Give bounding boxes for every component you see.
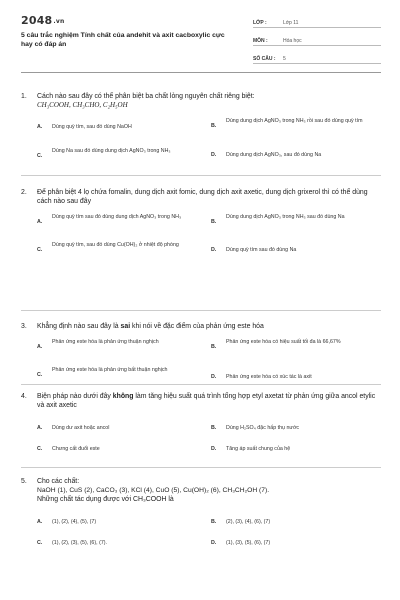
option-text: Phản ứng este hóa có hiệu suất tối đa là 66,67% <box>226 339 341 345</box>
meta-table <box>253 15 381 69</box>
option-letter: C. <box>37 446 43 452</box>
option-letter: D. <box>211 152 217 158</box>
options <box>21 510 381 554</box>
emphasis-text: không <box>112 393 134 400</box>
option-text: Dùng dung dịch AgNO₃ trong NH₃ rồi sau đó dùng quỳ tím <box>226 118 363 124</box>
option-d[interactable] <box>211 446 376 453</box>
question-number: 3. <box>21 323 27 330</box>
page-title: 5 câu trắc nghiệm Tính chất của andehit và axit cacboxylic cực hay có đáp án <box>21 32 225 48</box>
option-c[interactable] <box>37 148 197 159</box>
options <box>21 116 381 172</box>
option-letter: A. <box>37 519 43 525</box>
meta-row-subject <box>253 33 381 46</box>
option-d[interactable] <box>211 247 376 254</box>
options <box>21 212 381 268</box>
meta-key: LỚP : <box>253 20 267 26</box>
option-b[interactable] <box>211 214 376 225</box>
option-c[interactable] <box>37 242 197 253</box>
question-stem <box>21 322 381 331</box>
option-letter: D. <box>211 247 217 253</box>
question-number: 4. <box>21 393 27 400</box>
text-part: làm tăng hiệu suất quá trình tổng hợp etyl axetat từ phản ứng giữa ancol etylic và axit axetic <box>37 393 376 409</box>
question-text <box>37 322 381 331</box>
meta-value: Hóa học <box>283 38 302 44</box>
option-text: Dùng dư axit hoặc ancol <box>52 425 110 431</box>
option-text: (2), (3), (4), (6), (7) <box>226 519 271 525</box>
question-5 <box>21 477 381 554</box>
logo-main: 2048 <box>21 14 53 27</box>
option-text: Dùng quỳ tím sau đó dùng dung dịch AgNO₃ trong NH₃ <box>52 214 182 220</box>
option-letter: C. <box>37 153 43 159</box>
option-text: (1), (2), (4), (5), (7) <box>52 519 97 525</box>
option-d[interactable] <box>211 374 376 381</box>
option-letter: A. <box>37 219 43 225</box>
option-letter: B. <box>211 123 217 129</box>
question-3 <box>21 322 381 393</box>
option-text: Chưng cất đuổi este <box>52 446 100 452</box>
option-text: Phản ứng este hóa là phản ứng bất thuận nghịch <box>52 367 168 373</box>
question-text <box>37 392 381 410</box>
site-logo[interactable] <box>21 14 64 27</box>
option-text: Dùng H₂SO₄ đặc hấp thụ nước <box>226 425 300 431</box>
question-divider <box>21 384 381 385</box>
option-text: (1), (3), (5), (6), (7) <box>226 540 271 546</box>
logo-suffix: .vn <box>53 18 65 25</box>
option-text: Phản ứng este hóa là phản ứng thuận nghịch <box>52 339 159 345</box>
option-c[interactable] <box>37 540 197 547</box>
option-a[interactable] <box>37 425 197 432</box>
question-1 <box>21 92 381 172</box>
question-number: 1. <box>21 93 27 100</box>
meta-key: MÔN : <box>253 38 268 44</box>
option-b[interactable] <box>211 519 376 526</box>
option-text: Tăng áp suất chung của hệ <box>226 446 291 452</box>
question-text: Cho các chất: <box>37 478 80 485</box>
question-stem <box>21 477 381 504</box>
text-part: Biện pháp nào dưới đây <box>37 393 113 400</box>
option-text: Dùng quỳ tím sau đó dùng Na <box>226 247 297 253</box>
text-part: khi nói về đặc điểm của phản ứng este hóa <box>130 323 264 330</box>
meta-value: Lớp 11 <box>283 20 299 26</box>
option-a[interactable] <box>37 124 197 131</box>
meta-row-count <box>253 51 381 64</box>
meta-key: SỐ CÂU : <box>253 56 276 62</box>
question-stem <box>21 392 381 410</box>
question-prompt: Những chất tác dụng được với CH₃COOH là <box>37 496 174 503</box>
option-letter: A. <box>37 344 43 350</box>
emphasis-text: sai <box>120 323 131 330</box>
option-b[interactable] <box>211 425 376 432</box>
question-stem <box>21 188 381 206</box>
option-text: (1), (2), (3), (5), (6), (7). <box>52 540 108 546</box>
option-letter: B. <box>211 219 217 225</box>
option-a[interactable] <box>37 519 197 526</box>
option-text: Dùng dung dịch AgNO₃, sau đó dùng Na <box>226 152 322 158</box>
option-letter: D. <box>211 446 217 452</box>
option-a[interactable] <box>37 214 197 225</box>
option-letter: B. <box>211 425 217 431</box>
question-divider <box>21 175 381 176</box>
option-text: Dùng quỳ tím, sau đó dùng Cu(OH)₂ ở nhiệt độ phòng <box>52 242 179 248</box>
option-d[interactable] <box>211 540 376 547</box>
option-d[interactable] <box>211 152 376 159</box>
option-text: Dùng dung dịch AgNO₃ trong NH₃ sau đó dùng Na <box>226 214 345 220</box>
option-letter: B. <box>211 519 217 525</box>
option-c[interactable] <box>37 446 197 453</box>
question-compounds: NaOH (1), CuS (2), CaCO₃ (3), KCl (4), CuO (5), Cu(OH)₂ (6), CH₃CH₂OH (7). <box>37 487 270 494</box>
option-letter: A. <box>37 124 43 130</box>
option-text: Dùng Na sau đó dùng dung dịch AgNO₃ trong NH₃ <box>52 148 171 154</box>
question-4 <box>21 392 381 460</box>
meta-value: 5 <box>283 56 286 62</box>
question-number: 5. <box>21 478 27 485</box>
option-b[interactable] <box>211 118 376 129</box>
header-divider <box>21 72 381 73</box>
question-divider <box>21 310 381 311</box>
option-letter: D. <box>211 374 217 380</box>
header <box>0 0 400 68</box>
option-c[interactable] <box>37 367 197 378</box>
option-letter: C. <box>37 247 43 253</box>
question-divider <box>21 467 381 468</box>
option-letter: C. <box>37 540 43 546</box>
option-text: Dùng quỳ tím, sau đó dùng NaOH <box>52 124 132 130</box>
question-2 <box>21 188 381 268</box>
options <box>21 416 381 460</box>
option-b[interactable] <box>211 339 376 350</box>
question-number: 2. <box>21 189 27 196</box>
question-stem <box>21 92 381 110</box>
option-a[interactable] <box>37 339 197 350</box>
question-text: Để phân biệt 4 lọ chứa fomalin, dung dịch axit fomic, dung dịch axit axetic, dung dịch grixerol thì có thể dùng cách nào sau đây <box>37 189 368 205</box>
meta-row-class <box>253 15 381 28</box>
option-text: Phản ứng este hóa có xúc tác là axit <box>226 374 312 380</box>
text-part: Khẳng định nào sau đây là <box>37 323 121 330</box>
question-text: Cách nào sau đây có thể phân biệt ba chất lỏng nguyên chất riêng biệt: <box>37 93 255 100</box>
option-letter: D. <box>211 540 217 546</box>
option-letter: A. <box>37 425 43 431</box>
option-letter: B. <box>211 344 217 350</box>
question-formula: CH₃COOH, CH₃CHO, C₂H₅OH <box>37 101 128 109</box>
option-letter: C. <box>37 372 43 378</box>
